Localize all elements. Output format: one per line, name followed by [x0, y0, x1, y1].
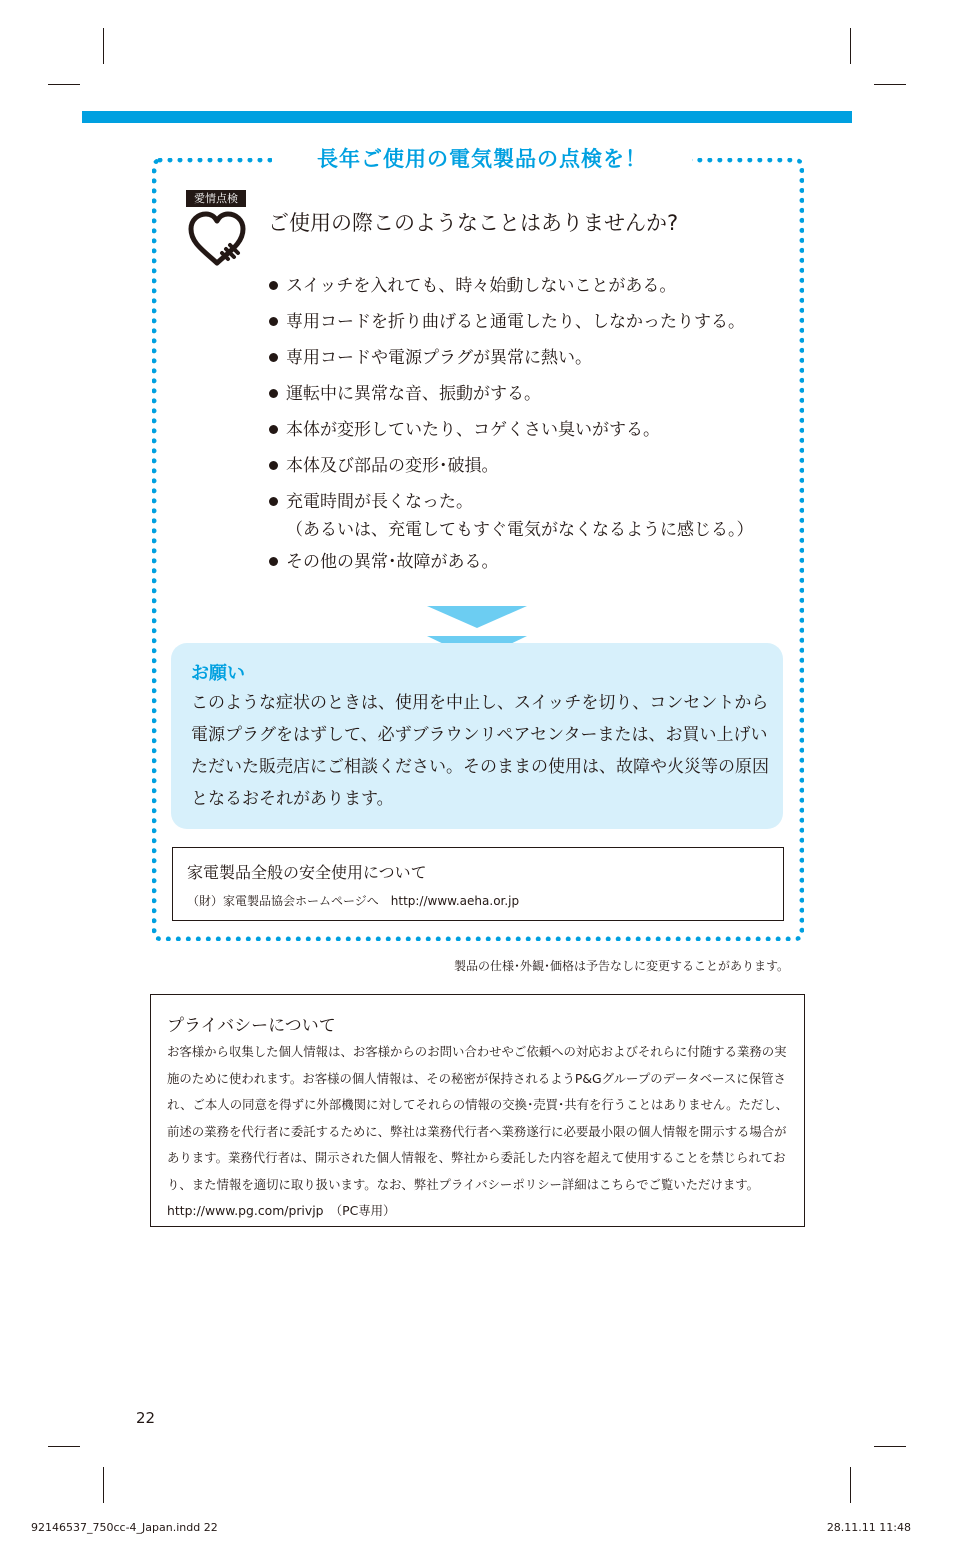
safety-title: 家電製品全般の安全使用について [187, 863, 427, 882]
safety-info-box [172, 847, 784, 921]
list-item: その他の異常･故障がある。 [268, 544, 788, 580]
crop-mark [874, 84, 906, 85]
print-slug-date: 28.11.11 11:48 [826, 1521, 911, 1534]
list-item: 専用コードや電源プラグが異常に熱い。 [268, 340, 788, 376]
list-item: 本体及び部品の変形･破損。 [268, 448, 788, 484]
safety-link-note: （財）家電製品協会ホームページへ http://www.aeha.or.jp [187, 894, 520, 908]
request-box [171, 643, 783, 829]
page-number: 22 [136, 1409, 156, 1427]
list-item: 専用コードを折り曲げると通電したり、しなかったりする。 [268, 304, 788, 340]
crop-mark [48, 84, 80, 85]
crop-mark [48, 1446, 80, 1447]
list-item-continuation: （あるいは、充電してもすぐ電気がなくなるように感じる。） [286, 520, 754, 540]
list-item: スイッチを入れても、時々始動しないことがある。 [268, 268, 788, 304]
request-body: このような症状のときは、使用を中止し、スイッチを切り、コンセントから電源プラグをはずして、必ずブラウンリペアセンターまたは、お買い上げいただいた販売店にご相談ください。そのままの使用は、故障や火災等の原因となるおそれがあります。 [191, 693, 769, 809]
crop-mark [850, 28, 851, 64]
print-slug-file: 92146537_750cc-4_Japan.indd 22 [31, 1521, 218, 1534]
heart-plug-icon [186, 209, 248, 271]
crop-mark [103, 28, 104, 64]
list-item: 運転中に異常な音、振動がする。 [268, 376, 788, 412]
list-item: 本体が変形していたり、コゲくさい臭いがする。 [268, 412, 788, 448]
inspection-label: 愛情点検 [186, 190, 246, 207]
top-accent-bar [82, 111, 852, 123]
symptom-checklist [268, 268, 788, 580]
privacy-title: プライバシーについて [167, 1016, 336, 1036]
request-title: お願い [191, 663, 245, 684]
list-item: 充電時間が長くなった。 （あるいは、充電してもすぐ電気がなくなるように感じる。） [268, 484, 788, 544]
crop-mark [103, 1467, 104, 1503]
section-title: 長年ご使用の電気製品の点検を！ [272, 144, 692, 174]
crop-mark [850, 1467, 851, 1503]
spec-change-note: 製品の仕様･外観･価格は予告なしに変更することがあります。 [453, 959, 789, 973]
privacy-body: お客様から収集した個人情報は、お客様からのお問い合わせやご依頼への対応およびそれらに付随する業務の実施のために使われます。お客様の個人情報は、その秘密が保持されるようP&Gグループのデータベースに保管され、ご本人の同意を得ずに外部機関に対してそれらの情報の交換･売買･共有を行うことはありません。ただし、前述の業務を代行者に委託するために、弊社は業務代行者へ業務遂行に必要最小限の個人情報を開示する場合があります。業務代行者は、開示された個人情報を、弊社から委託した内容を超えて使用することを禁じられており、また情報を適切に取り扱います。なお、弊社プライバシーポリシー詳細はこちらでご覧いただけます。http://www.pg.com/privjp （PC専用） [167, 1044, 789, 1218]
crop-mark [874, 1446, 906, 1447]
question-heading: ご使用の際このようなことはありませんか? [268, 211, 679, 235]
privacy-box [150, 994, 805, 1227]
